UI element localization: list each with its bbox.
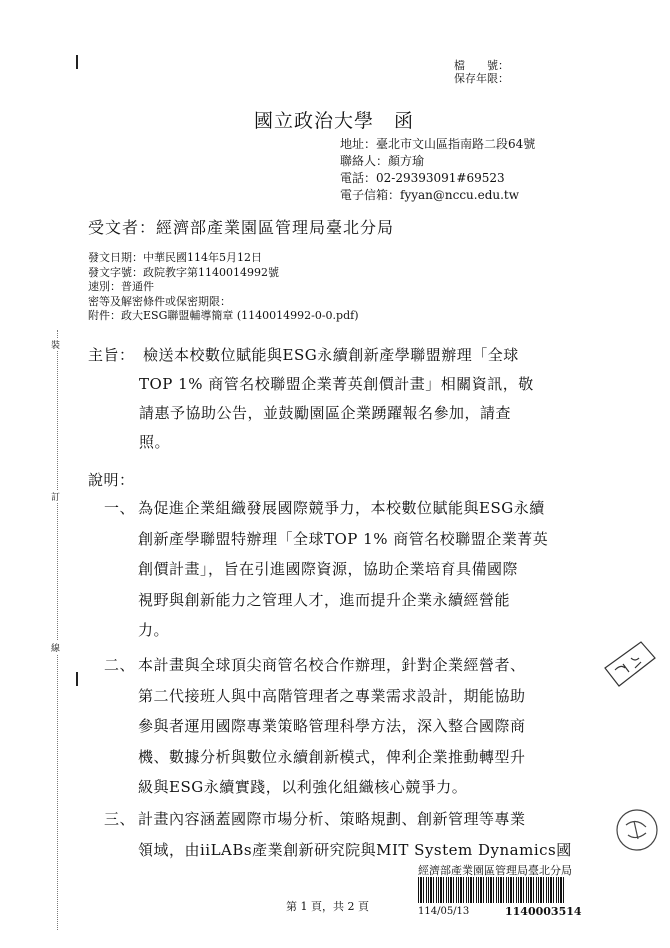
handwritten-stamp-icon (601, 638, 657, 692)
subject-line: 檢送本校數位賦能與ESG永續創新產學聯盟辦理「全球 (143, 346, 519, 364)
item-line: 本計畫與全球頂尖商管名校合作辦理，針對企業經營者、 (138, 656, 526, 674)
archive-meta (454, 59, 509, 85)
receiving-serial: 1140003514 (505, 905, 582, 918)
item-line: 領域，由iiLABs產業創新研究院與MIT System Dynamics國 (138, 840, 572, 859)
issue-date: 發文日期：中華民國114年5月12日 (88, 251, 262, 264)
item-line: 創價計畫」，旨在引進國際資源，協助企業培育具備國際 (138, 560, 519, 578)
subject-line: TOP 1% 商管名校聯盟企業菁英創價計畫」相關資訊，敬 (139, 375, 534, 393)
receiving-date: 114/05/13 (418, 906, 470, 917)
recipient: 受文者：經濟部產業園區管理局臺北分局 (88, 218, 395, 237)
email: 電子信箱：fyyan@nccu.edu.tw (340, 188, 520, 202)
issue-info (88, 251, 359, 324)
address: 地址：臺北市文山區指南路二段64號 (340, 137, 536, 151)
item-line: 力。 (138, 621, 170, 639)
item-line: 機、數據分析與數位永續創新模式，俾利企業推動轉型升 (138, 747, 526, 766)
subject-body (139, 341, 603, 457)
page-number: 第 1 頁，共 2 頁 (286, 900, 369, 913)
item-line: 級與ESG永續實踐，以利強化組織核心競爭力。 (138, 778, 468, 796)
file-number-label: 檔 號： (454, 59, 509, 72)
issue-number: 發文字號：政院教字第1140014992號 (88, 265, 279, 279)
subject-label: 主旨： (88, 346, 135, 364)
binding-line (57, 330, 58, 930)
item-line: 計畫內容涵蓋國際市場分析、策略規劃、創新管理等專業 (138, 810, 526, 828)
round-seal-icon (614, 807, 660, 853)
issue-attachment: 附件：政大ESG聯盟輔導簡章 (1140014992-0-0.pdf) (88, 309, 359, 323)
explanation-label: 說明： (88, 471, 135, 489)
issue-secrecy: 密等及解密條件或保密期限： (88, 294, 231, 308)
item-line: 為促進企業組織發展國際競爭力，本校數位賦能與ESG永續 (138, 499, 545, 517)
document-title: 國立政治大學 函 (254, 110, 415, 132)
explanation-item-1 (138, 493, 598, 646)
receiving-org: 經濟部產業園區管理局臺北分局 (418, 864, 572, 877)
issue-speed: 速別：普通件 (88, 280, 154, 294)
item-number: 三、 (104, 810, 136, 828)
retention-label: 保存年限： (454, 72, 509, 85)
contact-person: 聯絡人：顏方瑜 (340, 154, 425, 168)
scan-mark (76, 672, 78, 686)
item-line: 視野與創新能力之管理人才，進而提升企業永續經營能 (138, 590, 511, 609)
scan-mark (76, 55, 78, 69)
item-line: 第二代接班人與中高階管理者之專業需求設計，期能協助 (138, 686, 526, 705)
item-line: 參與者運用國際專業策略管理科學方法，深入整合國際商 (138, 717, 526, 735)
subject-line: 請惠予協助公告，並鼓勵園區企業踴躍報名參加，請查 (139, 404, 512, 422)
phone: 電話：02-29393091#69523 (340, 171, 505, 185)
binding-char-middle: 訂 (51, 490, 60, 503)
item-number: 一、 (104, 499, 136, 517)
binding-char-top: 裝 (51, 338, 60, 351)
subject-line: 照。 (139, 433, 171, 451)
barcode (418, 877, 566, 903)
explanation-item-2 (138, 650, 598, 803)
binding-char-bottom: 線 (51, 641, 60, 654)
item-number: 二、 (104, 656, 136, 674)
contact-block (340, 136, 535, 204)
explanation-item-3 (138, 804, 598, 865)
item-line: 創新產學聯盟特辦理「全球TOP 1% 商管名校聯盟企業菁英 (138, 529, 549, 548)
